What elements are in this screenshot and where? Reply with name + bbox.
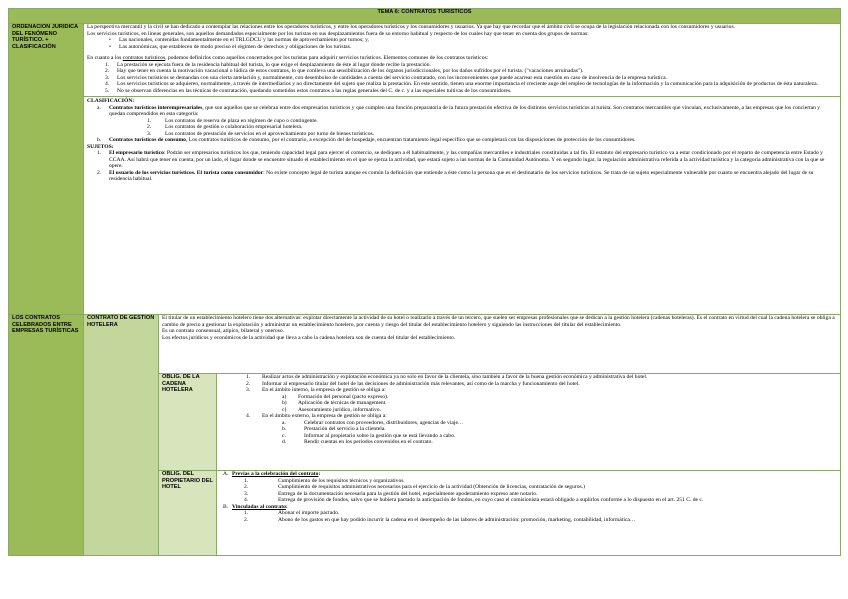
contratos-label: LOS CONTRATOS CELEBRADOS ENTRE EMPRESAS TURÍSTICAS (9, 315, 84, 556)
gestion-intro-row (9, 315, 841, 374)
list-item: c. Informar al propietario sobre la gestión que se está llevando a cabo. (282, 432, 456, 439)
oblig-propietario-label: OBLIG. DEL PROPIETARIO DEL HOTEL (159, 471, 217, 556)
clasificacion-a: a. Contratos turísticos interempresariales, que son aquellos que se celebran entre dos empresarios turísticos y que cumplen una función preparatoria de la futura prestación efectiva de los distintos servicios turísticos al turista. Son contratos mercantiles que vinculan, exclusivamente, a las empresas que los conciertan y quedan comprendidos en esta categoría: (97, 104, 821, 117)
list-item: • Las autonómicas, que establecen de modo preciso el régimen de derechos y obligaciones de los turistas. (119, 44, 837, 51)
clasificacion-heading: CLASIFICACIÓN: (87, 98, 135, 104)
clasificacion-b: b. Contratos turísticos de consumo, Los contratos turísticos de consumo, por el contrario, a excepción del de hospedaje, encuentran tratamiento legal específico que se completará con las disposiciones de protección de los consumidores. (97, 137, 636, 143)
ordenacion-row (9, 24, 841, 315)
gestion-effects: Los efectos jurídicos y económicos de la actividad que lleva a cabo la cadena hotelera son de cuenta del titular del establecimiento. (162, 334, 456, 341)
definition-paragraph: En cuanto a los contratos turísticos, podemos definirlos como aquellos concertados por los turistas para adquirir servicios turísticos. Elementos comunes de los contratos turísticos: (87, 55, 489, 61)
title-row (9, 9, 841, 24)
common-elements-list (87, 62, 837, 95)
list-item: 1. La prestación se ejecuta fuera de la residencia habitual del turista, lo que exige el desplazamiento de éste al lugar donde recibe la prestación. (105, 61, 431, 68)
propietario-section-b: B. Vinculadas al contrato: (223, 503, 288, 510)
gestion-definition: El titular de un establecimiento hotelero tiene dos alternativas: explotar directamente la actividad de su hotel o realizarlo a través de un tercero, que suelen ser empresas profesionales que se dedican a la gestión hotelera (cadenas hoteleras). Es el contrato en virtud del cual la cadena hotelera se obliga a cambio de precio a gestionar la explotación y administrar un establecimiento hotelero, por cuenta y riesgo del titular del establecimiento hotelero y siguiendo las instrucciones del titular del establecimiento. (162, 315, 835, 328)
gestion-nature: Es un contrato consensual, atípico, bilateral y oneroso. (162, 328, 285, 334)
definition-term: contratos turísticos (122, 55, 166, 61)
oblig-cadena-content (217, 374, 841, 471)
list-item: 3. Los contratos de prestación de servicios en el aprovechamiento por turno de bienes turísticos. (147, 130, 375, 137)
sujetos-heading: SUJETOS: (87, 143, 114, 150)
oblig-cadena-label: OBLIG. DE LA CADENA HOTELERA (159, 374, 217, 471)
list-item: 2. Los contratos de gestión o colaboración empresarial hotelera. (147, 124, 303, 130)
list-item: b. Prestación del servicio a la clientela. (282, 426, 386, 432)
list-item: 4. En el ámbito externo, la empresa de gestión se obliga a: (246, 413, 387, 419)
list-item: 5. No se observan diferencias en las técnicas de contratación, quedando sometidos estos contratos a las reglas generales del C. de c. y a las especiales tuitivas de los consumidores. (105, 87, 512, 94)
gestion-intro (159, 315, 841, 374)
sujeto-2: 2. El usuario de los servicios turísticos. El turista como consumidor: No existe concepto legal de turista aunque es común la definición que entiende a éste como la persona que es el destinatario de los servicios turísticos. Se trata de un sujeto especialmente vulnerable por cuanto se encuentra alejado del lugar de su residencia habitual. (97, 169, 814, 182)
list-item: • Las nacionales, contenidas fundamentalmente en el TRLGDCU y las normas de aprovechamiento por turnos; y, (119, 37, 837, 44)
list-item: a. Celebrar contratos con proveedores, distribuidores, agencias de viaje… (282, 419, 464, 426)
list-item: 3. Los servicios turísticos se demandan con una cierta antelación y, normalmente, con desembolso de cantidades a cuenta del servicio contratado, con los inconvenientes que puede acarrear esta cuestión en caso de insolvencia de la empresa turística. (105, 74, 667, 81)
list-item: c) Asesoramiento jurídico, informativo. (282, 406, 381, 413)
topic-table (8, 8, 841, 556)
ordenacion-content (84, 24, 841, 315)
list-item: 2. Abono de los gastos en que hay podido incurrir la cadena en el desempeño de las labores de administración: promoción, marketing, contabilidad, informática… (244, 516, 636, 523)
list-item: b) Aplicación de técnicas de management. (282, 400, 387, 406)
list-item: 3. Entrega de la documentación necesaria para la gestión del hotel, especialmente apoderamiento expreso ante notario. (244, 490, 538, 497)
list-item: 2. Informar al empresario titular del hotel de las decisiones de administración más relevantes, así como de la marcha y funcionamiento del hotel. (246, 380, 580, 387)
list-item: 4. Entrega de provisión de fondos, salvo que se hubiera pactado la anticipación de fondos, en cuyo caso el comisionista estará obligado a suplirlos conforme a lo dispuesto en el art. 251 C. de c. (244, 497, 704, 503)
norms-list (87, 37, 837, 50)
gestion-label: CONTRATO DE GESTIÓN HOTELERA (84, 315, 159, 556)
list-item: d. Rendir cuentas en los períodos convenidos en el contrato. (282, 439, 433, 445)
propietario-section-a: A. Previas a la celebración del contrato: (223, 471, 321, 477)
list-item: 2. Cumplimiento de requisitos administrativos necesarios para el ejercicio de la actividad (Obtención de licencias, contratación de seguros.) (244, 484, 585, 490)
list-item: 1. Cumplimiento de los requisitos técnicos y organizativos. (244, 477, 405, 484)
ordenacion-label: ORDENACIÓN JURÍDICA DEL FENÓMENO TURÍSTICO. + CLASIFICACIÓN (9, 24, 84, 315)
list-item: 2. Hay que tener en cuenta la motivación vacacional o lúdica de estos contratos, lo que conlleva una sensibilización de los órganos jurisdiccionales, por los daños sufridos por el turista. ("vacaciones arruinadas"). (105, 68, 584, 74)
oblig-propietario-content (217, 471, 841, 556)
list-item: a) Formación del personal (pacto expreso). (282, 393, 389, 400)
list-item: 1. Realizar actos de administración y explotación económica ya no solo en favor de la clientela, sino también a favor de la buena gestión económica y administrativa del hotel. (246, 374, 648, 380)
list-item: 4. Los servicios turísticos se adquieren, normalmente, a través de intermediarios y no directamente del sujeto que realiza la prestación. En este sentido, tienen una enorme importancia el creciente auge del empleo de tecnologías de la información y la comunicación para la adquisición de productos de ésta naturaleza. (105, 81, 818, 87)
sujeto-1: 1. El empresario turístico: Podrán ser empresarios turísticos los que, teniendo capacidad legal para ejercer el comercio, se dediquen a él habitualmente, y las compañías mercantiles e industriales constituidas a tal fin. El estatuto del empresario turístico va a estar condicionado por el reparto de competencia entre Estado y CCAA. Así habrá que tener en cuenta, por un lado, el lugar donde se encuentre situado el establecimiento en el que se ejerza la actividad, que estará sujeto a las normas de la Comunidad Autónoma. Y en segundo lugar, la regulación administrativa referida a la actividad turística y la categoría administrativa con la que se opere. (97, 150, 825, 169)
page-title: TEMA 6: CONTRATOS TURÍSTICOS (9, 9, 841, 24)
list-item: 1. Los contratos de reserva de plaza en régimen de cupo o contingente. (147, 117, 318, 124)
list-item: 1. Abonar el importe pactado. (244, 510, 340, 516)
list-item: 3. En el ámbito interno, la empresa de gestión se obliga a: (246, 387, 386, 393)
ordenacion-intro-1: La perspectiva mercantil y la civil se han dedicado a contemplar las relaciones entre los operadores turísticos, y entre los operadores turísticos y los consumidores y usuarios. Ya que hay que recordar que el ámbito civil se ocupa de la legislación relacionada con los consumidores y usuarios. (87, 24, 736, 30)
ordenacion-intro-2: Los servicios turísticos, en líneas generales, son aquellos demandados especialmente por los turistas en sus desplazamientos fuera de su entorno habitual y respecto de los cuales hay que tener en cuenta dos grupos de normas: (87, 30, 589, 37)
